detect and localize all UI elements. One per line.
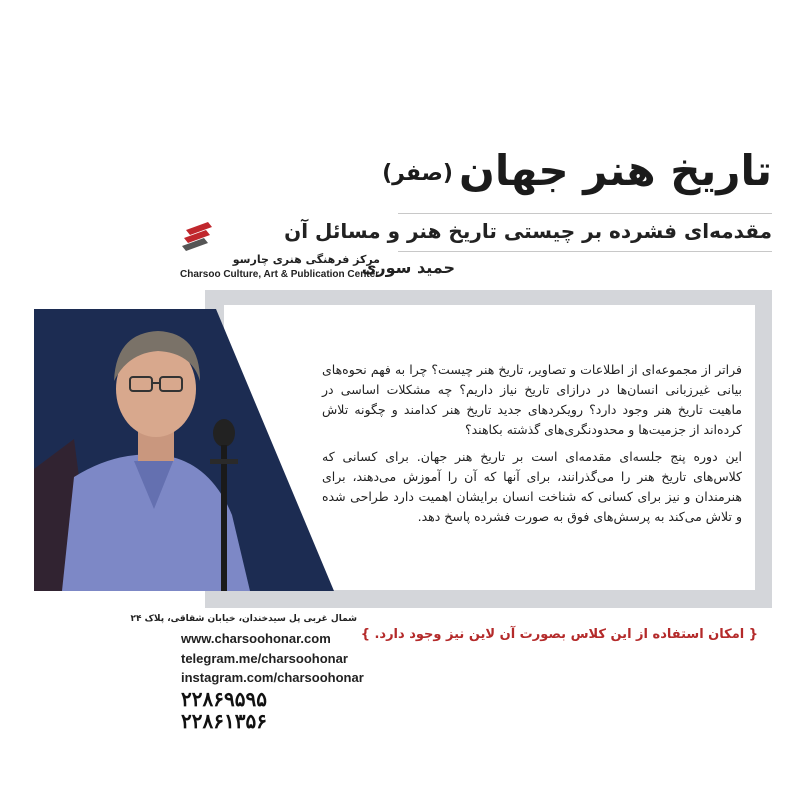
website-link[interactable]: www.charsoohonar.com (181, 631, 331, 646)
online-availability-note: { امکان استفاده از این کلاس بصورت آن لاین نیز وجود دارد. } (360, 627, 758, 642)
divider-line (398, 251, 772, 252)
description-paragraph-2: این دوره پنج جلسه‌ای مقدمه‌ای است بر تاریخ هنر جهان. برای کسانی که کلاس‌های تاریخ هنر را می‌گذرانند، برای آنها که آن را آموزش می‌دهند، برای هنرمندان و نیز برای کسانی که شناخت انسان برایشان اهمیت دارد طراحی شده و تلاش می‌کند به پرسش‌های فوق به صورت فشرده پاسخ دهد. (322, 449, 742, 524)
divider-line (398, 213, 772, 214)
address: شمال غربی پل سیدخندان، خیابان شقاقی، پلاک ۲۴ (130, 614, 357, 624)
phone-number[interactable]: ۲۲۸۶۱۳۵۶ (181, 711, 267, 733)
instagram-link[interactable]: instagram.com/charsoohonar (181, 670, 364, 685)
author-name: حمید سوری (361, 258, 455, 277)
telegram-link[interactable]: telegram.me/charsoohonar (181, 651, 348, 666)
description-paragraph-1: فراتر از مجموعه‌ای از اطلاعات و تصاویر، تاریخ هنر چیست؟ چرا به فهم نحوه‌های بیانی غیرزبانی انسان‌ها در درازای تاریخ نیاز داریم؟ چه مشکلات اساسی در ماهیت تاریخ هنر وجود دارد؟ رویکردهای جدید تاریخ هنر کدامند و چگونه تلاش کرده‌اند از جزمیت‌ها و محدودنگری‌های گذشته بکاهند؟ (322, 362, 742, 437)
title-suffix: (صفر) (382, 161, 453, 186)
organization-name-fa: مرکز فرهنگی هنری چارسو (232, 253, 380, 266)
organization-name-en: Charsoo Culture, Art & Publication Center (180, 269, 380, 280)
subtitle: مقدمه‌ای فشرده بر چیستی تاریخ هنر و مسائل آن (284, 219, 772, 243)
speaker-photo (34, 309, 334, 591)
phone-number[interactable]: ۲۲۸۶۹۵۹۵ (181, 689, 267, 711)
title-row (372, 146, 772, 195)
charsoo-logo-icon (180, 218, 220, 252)
main-title: تاریخ هنر جهان (458, 146, 772, 195)
